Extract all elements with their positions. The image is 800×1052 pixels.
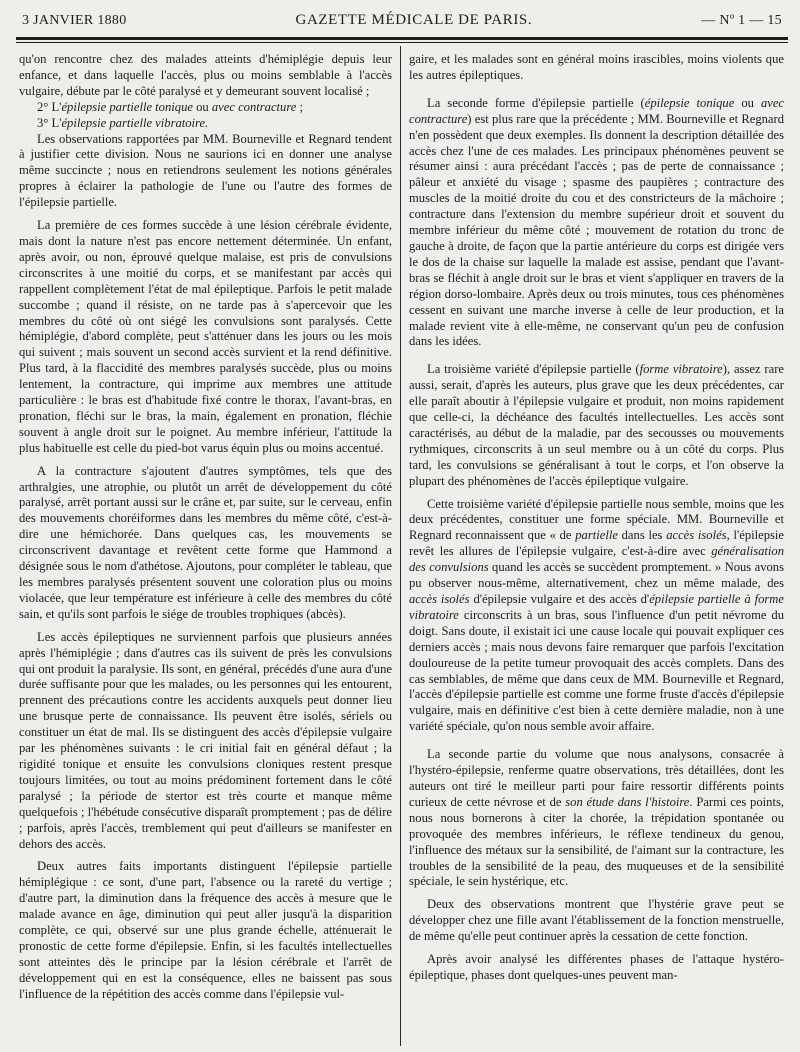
paragraph: La seconde partie du volume que nous analysons, consacrée à l'hystéro-épilepsie, renferme quatre observations, très détaillées, dont les auteurs ont tiré le meilleur parti pour faire ressortir différents points curieux de cette névrose et de son étude dans l'histoire. Parmi ces points, nous nous bornerons à citer la chorée, la trépidation spontanée ou provoquée des membres inférieurs, le réflexe tendineux du genou, l'influence des métaux sur la sensibilité, de l'aimant sur la contracture, les troubles de la sensibilité de la peau, des muqueuses et de la sensibilité spéciale, le sein hystérique, etc. [409, 747, 784, 889]
paragraph: Deux autres faits importants distinguent l'épilepsie partielle hémiplégique : ce sont, d'une part, l'absence ou la rareté du vertige ; d'autre part, la diminution dans la fréquence des accès à mesure que le malade avance en âge, diminution qui peut aller jusqu'à la disparition complète, ce qui, observé sur une plus grande échelle, atténuerait le pronostic de cette forme d'épilepsie. Enfin, si les facultés intellectuelles sont atteintes dès le principe par la lésion cérébrale et l'arrêt de développement qui en est la conséquence, elles ne baissent pas sous l'influence de la répétition des accès comme dans l'épilepsie vul- [19, 859, 392, 1001]
paragraph: La seconde forme d'épilepsie partielle (épilepsie tonique ou avec contracture) est plus rare que la précédente ; MM. Bourneville et Regnard n'en possèdent que deux exemples. Ils donnent la description détaillée des accès chez l'une de ces malades. Les principaux phénomènes peuvent se résumer ainsi : aura précédant l'accès ; pas de perte de connaissance ; pâleur et anxiété du visage ; spasme des paupières ; contracture des muscles de la moitié droite du cou et des constricteurs de la mâchoire ; contracture dans l'extension du membre supérieur droit et souvent du membre inférieur du même côté ; mouvement de rotation du tronc de gauche à droite, de façon que la partie antérieure du corps est dirigée vers le dos de la chaise sur laquelle la malade est assise, pendant que l'avant-bras se fléchit à angle droit sur le bras et vient s'appliquer en travers de la région dorso-lombaire. Après deux ou trois minutes, tous ces phénomènes cessent en suivant une marche inverse à celle de leur production, et la malade revient vite à elle-même, ne conservant qu'un peu de confusion dans les idées. [409, 95, 784, 349]
header-date: 3 JANVIER 1880 [22, 13, 127, 28]
paragraph: A la contracture s'ajoutent d'autres symptômes, tels que des arthralgies, une atrophie, ou plutôt un arrêt de développement du côté paralysé, arrêt portant aussi sur le crâne et, par suite, sur le cerveau, enfin des mouvements choréiformes dans les membres du même côté, c'est-à-dire une hémichorée. Dans quelques cas, les mouvements se circonscrivent davantage et revêtent cette forme que Hammond a désignée sous le nom d'athétose. Ajoutons, pour compléter le tableau, que les membres paralysés présentent souvent une coloration plus ou moins violacée, que leur température est inférieure à celle des membres du côté sain, et qu'ils sont parfois le siége de troubles trophiques (abcès). [19, 463, 392, 621]
page-header [22, 12, 782, 34]
left-column [19, 52, 392, 1042]
paragraph: Deux des observations montrent que l'hystérie grave peut se développer chez une fille avant l'établissement de la fonction menstruelle, de même qu'elle peut continuer après la cessation de cette fonction. [409, 897, 784, 944]
list-item: 2° L'épilepsie partielle tonique ou avec contracture ; [37, 99, 304, 114]
header-title: GAZETTE MÉDICALE DE PARIS. [295, 12, 533, 28]
right-column [409, 52, 784, 1042]
list-item: 3° L'épilepsie partielle vibratoire. [37, 115, 209, 130]
header-rule-thin [16, 42, 788, 43]
paragraph: gaire, et les malades sont en général moins irascibles, moins violents que les autres épileptiques. [409, 52, 784, 82]
paragraph: Les accès épileptiques ne surviennent parfois que plusieurs années après l'hémiplégie ; dans d'autres cas ils suivent de près les convulsions qui ont produit la paralysie. Ils sont, en général, précédés d'une aura d'une durée suffisante pour que les malades, ou les personnes qui les entourent, prennent des précautions contre les accidents auxquels peut donner lieu une brusque perte de connaissance. Ils peuvent être isolés, sériels ou constituer un état de mal. Ils se distinguent des accès d'épilepsie vulgaire par les phénomènes suivants : le cri initial fait en général défaut ; la rigidité tonique et ensuite les convulsions cloniques restent presque toujours limitées, ou tout au moins prédominent fortement dans le côté paralysé ; la période de stertor est très courte et manque même quelquefois ; l'hébétude consécutive disparaît promptement ; pas de délire ; parfois, après l'accès, tremblement qui peut d'ailleurs se manifester en dehors des accès. [19, 629, 392, 851]
paragraph: qu'on rencontre chez des malades atteints d'hémiplégie depuis leur enfance, et dans laquelle l'accès, plus ou moins semblable à l'accès vulgaire, débute par le côté paralysé et y demeurant souvent localisé ; [19, 52, 392, 98]
header-rule-thick [16, 37, 788, 40]
paragraph: Les observations rapportées par MM. Bourneville et Regnard tendent à justifier cette division. Nous ne saurions ici en donner une analyse même succincte ; nous en retiendrons seulement les notions générales propres à éclairer la pathologie de l'une ou l'autre des formes de l'épilepsie partielle. [19, 131, 392, 210]
header-issue: — Nº 1 — 15 [701, 13, 782, 28]
paragraph: Après avoir analysé les différentes phases de l'attaque hystéro-épileptique, phases dont quelques-unes peuvent man- [409, 952, 784, 982]
paragraph: Cette troisième variété d'épilepsie partielle nous semble, moins que les deux précédentes, constituer une forme spéciale. MM. Bourneville et Regnard reconnaissent que « de partielle dans les accès isolés, l'épilepsie revêt les allures de l'épilepsie vulgaire, c'est-à-dire avec généralisation des convulsions quand les accès se succèdent promptement. » Nous avons pu observer nous-même, alternativement, chez un même malade, des accès isolés d'épilepsie vulgaire et des accès d'épilepsie partielle à forme vibratoire circonscrits à un bras, sous l'influence d'un petit névrome du doigt. Sans doute, il existait ici une cause locale qui pouvait expliquer ces derniers accès ; mais nous devons faire remarquer que parfois l'excitation douloureuse de la petite tumeur provoquait des accès complets. Dans des cas semblables, de même que dans ceux de MM. Bourneville et Regnard, l'accès d'épilepsie partielle est comme une forme fruste d'accès d'épilepsie vulgaire, mais en définitive c'est bien à cette dernière maladie, non à une variété spéciale, qu'on nous semble avoir affaire. [409, 496, 784, 734]
paragraph: La première de ces formes succède à une lésion cérébrale évidente, mais dont la nature n'est pas encore nettement déterminée. Un enfant, après avoir, ou non, éprouvé quelque malaise, est pris de convulsions circonscrites à une moitié du corps, et se manifestant par accès qui rappellent complètement l'état de mal épileptique. Parfois le petit malade succombe ; quand il résiste, on ne tarde pas à s'apercevoir que les membres du côté où ont siégé les convulsions sont paralysés. Cette hémiplégie, d'abord complète, peut s'atténuer dans les jours ou les mois qui suivent ; mais souvent un second accès survient et la rend définitive. Plus tard, à la flaccidité des membres paralysés succède, plus ou moins lentement, la contracture, qui imprime aux membres une attitude particulière : le bras est d'habitude fixé contre le thorax, l'avant-bras, en pronation, fléchi sur le bras, la main, également en pronation, fléchie souvent à angle droit sur le poignet. Au membre inférieur, l'attitude la plus habituelle est celle du pied-bot varus équin plus ou moins accentué. [19, 218, 392, 455]
paragraph: La troisième variété d'épilepsie partielle (forme vibratoire), assez rare aussi, serait, d'après les auteurs, plus grave que les deux précédentes, car elle paraît aboutir à l'épilepsie vulgaire et produit, non moins rapidement que celle-ci, la déchéance des facultés intellectuelles. Les accès sont caractérisés, au début de la maladie, par des secousses ou mouvements rythmiques, circonscrits à un seul membre ou à un côté du corps. Plus tard, les convulsions se généralisant à tout le corps, et l'on observe la plupart des phénomènes de l'accès épileptique vulgaire. [409, 362, 784, 488]
column-divider [400, 46, 401, 1046]
